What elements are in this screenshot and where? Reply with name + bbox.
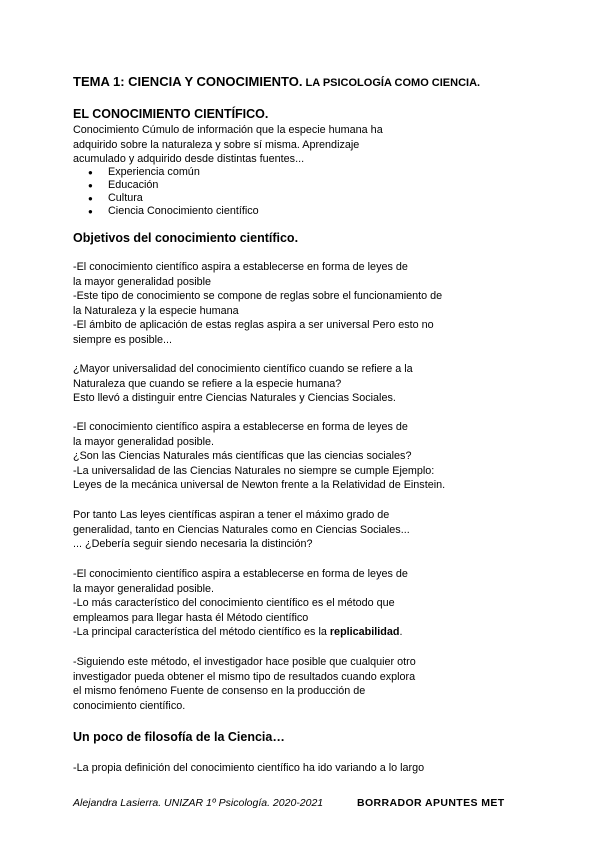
title-sub: LA PSICOLOGÍA COMO CIENCIA.	[302, 77, 481, 89]
text-line: Esto llevó a distinguir entre Ciencias Naturales y Ciencias Sociales.	[73, 392, 396, 405]
paragraph	[73, 761, 424, 776]
text-line: siempre es posible...	[73, 333, 173, 346]
text-line: Conocimiento Cúmulo de información que la especie humana ha	[73, 124, 383, 136]
text-line: -Siguiendo este método, el investigador hace posible que cualquier otro	[73, 656, 416, 668]
list-item: ● Cultura	[88, 192, 259, 205]
text-line: la mayor generalidad posible.	[73, 435, 215, 448]
text-line: -La universalidad de las Ciencias Naturales no siempre se cumple Ejemplo:	[73, 464, 435, 477]
footer-label: BORRADOR APUNTES MET	[357, 797, 505, 809]
text-line: ¿Mayor universalidad del conocimiento científico cuando se refiere a la	[73, 363, 413, 375]
paragraph	[73, 567, 408, 640]
text-line: ... ¿Debería seguir siendo necesaria la distinción?	[73, 538, 313, 551]
list-item: ● Ciencia Conocimiento científico	[88, 205, 259, 218]
text-line: la Naturaleza y la especie humana	[73, 304, 239, 317]
text-line: la mayor generalidad posible	[73, 275, 212, 288]
text-line: acumulado y adquirido desde distintas fuentes...	[73, 153, 305, 166]
text-line: Leyes de la mecánica universal de Newton frente a la Relatividad de Einstein.	[73, 479, 446, 492]
text-line	[73, 625, 408, 640]
text-line: -Lo más característico del conocimiento científico es el método que	[73, 597, 395, 610]
text-line: empleamos para llegar hasta él Método científico	[73, 611, 309, 624]
paragraph	[73, 420, 445, 493]
text-line: -El conocimiento científico aspira a establecerse en forma de leyes de	[73, 421, 408, 433]
section-heading-filosofia: Un poco de filosofía de la Ciencia…	[73, 730, 285, 744]
text-span: .	[399, 626, 403, 639]
text-line: Naturaleza que cuando se refiere a la especie humana?	[73, 377, 342, 390]
list-item: ● Experiencia común	[88, 166, 259, 179]
paragraph	[73, 655, 416, 713]
footer-author: Alejandra Lasierra. UNIZAR 1º Psicología. 2020-2021	[73, 797, 324, 809]
document-title	[73, 74, 480, 89]
text-line: Por tanto Las leyes científicas aspiran a tener el máximo grado de	[73, 509, 390, 521]
paragraph	[73, 508, 410, 552]
text-span: -La principal característica del método científico es la	[73, 626, 330, 639]
emphasis-replicabilidad: replicabilidad	[329, 626, 400, 639]
text-line: -Este tipo de conocimiento se compone de reglas sobre el funcionamiento de	[73, 290, 443, 303]
paragraph	[73, 362, 413, 406]
list-item: ● Educación	[88, 179, 259, 192]
paragraph	[73, 260, 442, 348]
text-line: la mayor generalidad posible.	[73, 582, 215, 595]
text-line: generalidad, tanto en Ciencias Naturales como en Ciencias Sociales...	[73, 523, 410, 536]
text-line: adquirido sobre la naturaleza y sobre sí misma. Aprendizaje	[73, 138, 360, 151]
text-line: -El ámbito de aplicación de estas reglas aspira a ser universal Pero esto no	[73, 319, 434, 332]
text-line: investigador pueda obtener el mismo tipo de resultados cuando explora	[73, 670, 416, 683]
text-line: conocimiento científico.	[73, 699, 186, 712]
section-heading-objetivos: Objetivos del conocimiento científico.	[73, 231, 299, 245]
text-line: el mismo fenómeno Fuente de consenso en la producción de	[73, 685, 366, 698]
sources-list	[88, 166, 259, 218]
text-line: ¿Son las Ciencias Naturales más científicas que las ciencias sociales?	[73, 450, 412, 463]
section-heading-conocimiento: EL CONOCIMIENTO CIENTÍFICO.	[73, 107, 269, 121]
intro-paragraph	[73, 123, 383, 167]
text-line: -El conocimiento científico aspira a establecerse en forma de leyes de	[73, 568, 408, 580]
text-line: -La propia definición del conocimiento científico ha ido variando a lo largo	[73, 762, 425, 774]
title-main: TEMA 1: CIENCIA Y CONOCIMIENTO.	[73, 74, 303, 89]
text-line: -El conocimiento científico aspira a establecerse en forma de leyes de	[73, 261, 408, 273]
